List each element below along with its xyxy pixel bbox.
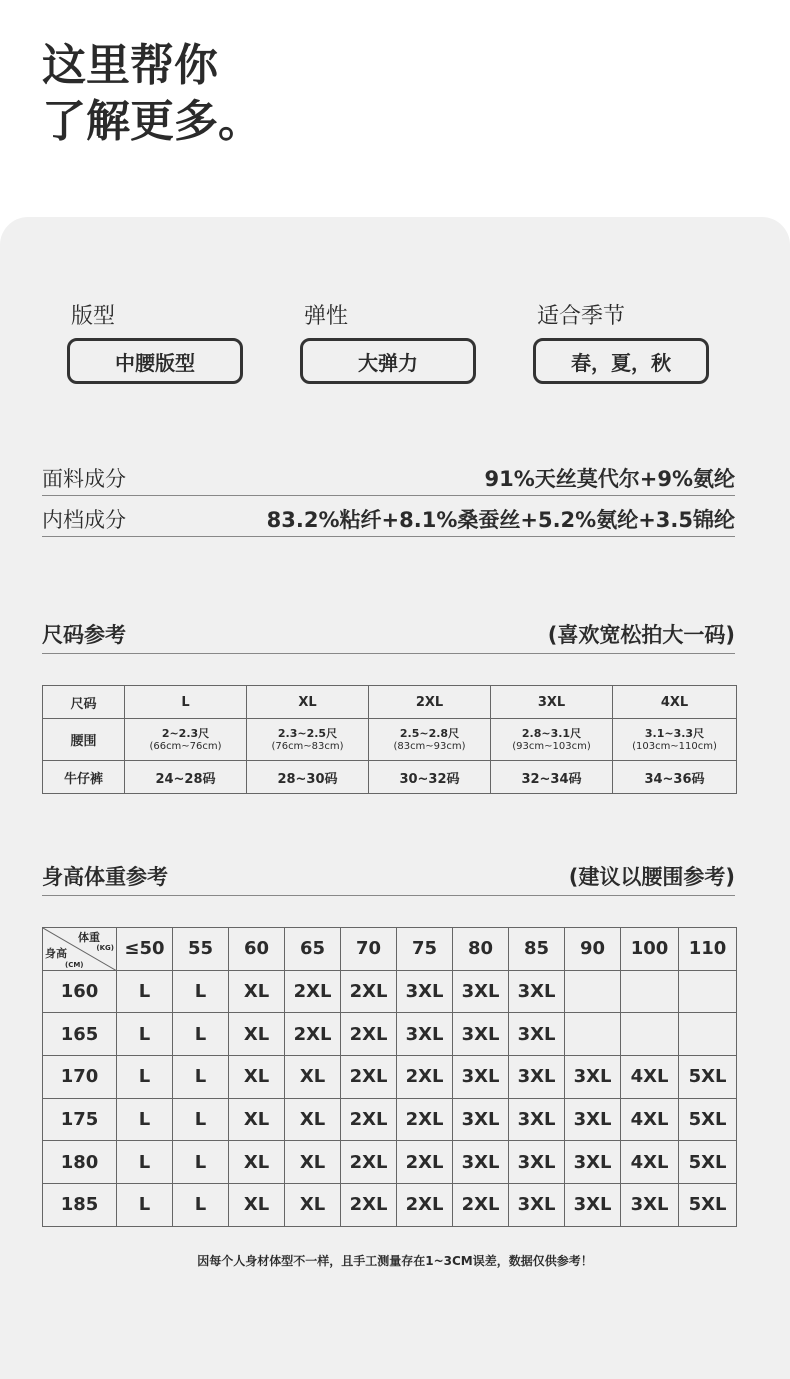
size-cell: L	[117, 1184, 173, 1227]
row-label-size: 尺码	[43, 686, 125, 719]
waist-chi: 2~2.3尺	[161, 726, 210, 740]
size-cell: 2XL	[369, 686, 491, 719]
size-cell: 2XL	[397, 1098, 453, 1141]
size-cell: 3XL	[397, 970, 453, 1013]
attr-elasticity-value: 大弹力	[300, 338, 476, 384]
waist-cell	[369, 719, 491, 761]
size-cell: XL	[229, 1184, 285, 1227]
size-cell: L	[117, 970, 173, 1013]
corner-height: 身高	[45, 947, 67, 960]
size-cell	[621, 1013, 679, 1056]
size-cell: 2XL	[397, 1184, 453, 1227]
weight-header-cell: 70	[341, 928, 397, 971]
height-cell: 165	[43, 1013, 117, 1056]
row-label-waist: 腰围	[43, 719, 125, 761]
hw-chart-title: 身高体重参考	[42, 864, 168, 889]
size-cell: 3XL	[491, 686, 613, 719]
size-cell: 2XL	[285, 970, 341, 1013]
size-cell	[679, 970, 737, 1013]
size-cell: 3XL	[509, 1056, 565, 1099]
size-cell: 3XL	[621, 1184, 679, 1227]
weight-header-cell: 80	[453, 928, 509, 971]
size-cell: 2XL	[285, 1013, 341, 1056]
fabric-composition-label: 面料成分	[42, 467, 126, 491]
jeans-cell: 24~28码	[125, 761, 247, 794]
hw-chart-header	[42, 856, 735, 896]
table-header-row	[43, 928, 737, 971]
corner-weight: 体重	[78, 931, 100, 944]
weight-header-cell: 85	[509, 928, 565, 971]
table-row	[43, 1141, 737, 1184]
lining-composition-label: 内档成分	[42, 508, 126, 532]
corner-height-unit: (CM)	[65, 961, 84, 969]
size-cell: 2XL	[341, 1056, 397, 1099]
table-row	[43, 1184, 737, 1227]
size-cell: XL	[285, 1098, 341, 1141]
size-cell: 2XL	[341, 1141, 397, 1184]
waist-cell	[491, 719, 613, 761]
size-cell: XL	[229, 970, 285, 1013]
waist-chi: 2.8~3.1尺	[521, 726, 582, 740]
height-cell: 175	[43, 1098, 117, 1141]
size-cell: 3XL	[453, 1141, 509, 1184]
size-cell: 4XL	[621, 1141, 679, 1184]
size-cell: 5XL	[679, 1056, 737, 1099]
size-cell: L	[173, 1184, 229, 1227]
weight-header-cell: 90	[565, 928, 621, 971]
hw-chart-note: (建议以腰围参考)	[568, 864, 735, 889]
waist-cm: (66cm~76cm)	[149, 740, 222, 752]
attr-fit-value: 中腰版型	[67, 338, 243, 384]
table-row	[43, 761, 737, 794]
hw-chart-table	[42, 927, 737, 1227]
size-cell: 3XL	[453, 1056, 509, 1099]
attr-season-label: 适合季节	[537, 304, 626, 329]
weight-header-cell: 65	[285, 928, 341, 971]
waist-chi: 2.5~2.8尺	[399, 726, 460, 740]
size-cell: 5XL	[679, 1098, 737, 1141]
table-row	[43, 1013, 737, 1056]
waist-cm: (103cm~110cm)	[632, 740, 717, 752]
waist-chi: 2.3~2.5尺	[277, 726, 338, 740]
size-cell: 2XL	[453, 1184, 509, 1227]
size-cell: 4XL	[613, 686, 737, 719]
size-cell: 3XL	[509, 1184, 565, 1227]
size-cell: 5XL	[679, 1184, 737, 1227]
size-cell	[565, 1013, 621, 1056]
size-cell: 2XL	[341, 1184, 397, 1227]
weight-header-cell: 55	[173, 928, 229, 971]
size-cell: L	[173, 1056, 229, 1099]
size-cell: 3XL	[509, 1013, 565, 1056]
disclaimer: 因每个人身材体型不一样，且手工测量存在1~3CM误差，数据仅供参考！	[197, 1254, 593, 1268]
table-row	[43, 686, 737, 719]
size-chart-title: 尺码参考	[42, 622, 126, 647]
size-cell: 3XL	[565, 1056, 621, 1099]
size-cell: 4XL	[621, 1098, 679, 1141]
fabric-composition	[42, 462, 735, 496]
size-cell: L	[173, 1013, 229, 1056]
lining-composition-value: 83.2%粘纤+8.1%桑蚕丝+5.2%氨纶+3.5锦纶	[266, 508, 735, 532]
jeans-cell: 32~34码	[491, 761, 613, 794]
size-cell	[621, 970, 679, 1013]
size-cell: XL	[285, 1141, 341, 1184]
size-cell: 5XL	[679, 1141, 737, 1184]
table-row	[43, 719, 737, 761]
size-cell: XL	[247, 686, 369, 719]
size-cell: XL	[229, 1098, 285, 1141]
attr-season-value: 春，夏，秋	[533, 338, 709, 384]
attr-fit-label: 版型	[71, 304, 116, 329]
weight-header-cell: 100	[621, 928, 679, 971]
size-cell: 3XL	[565, 1184, 621, 1227]
weight-header-cell: ≤50	[117, 928, 173, 971]
weight-header-cell: 110	[679, 928, 737, 971]
table-row	[43, 1056, 737, 1099]
size-cell: 2XL	[341, 1098, 397, 1141]
fabric-composition-value: 91%天丝莫代尔+9%氨纶	[484, 467, 735, 491]
lining-composition	[42, 503, 735, 537]
size-cell: 3XL	[509, 1098, 565, 1141]
size-cell	[679, 1013, 737, 1056]
jeans-cell: 34~36码	[613, 761, 737, 794]
attr-fit	[67, 302, 243, 384]
height-cell: 160	[43, 970, 117, 1013]
waist-cell	[125, 719, 247, 761]
size-cell: 4XL	[621, 1056, 679, 1099]
size-cell: 2XL	[341, 1013, 397, 1056]
height-cell: 185	[43, 1184, 117, 1227]
size-cell: 3XL	[509, 970, 565, 1013]
size-cell: L	[173, 1141, 229, 1184]
size-cell: L	[173, 1098, 229, 1141]
weight-header-cell: 75	[397, 928, 453, 971]
size-cell: L	[117, 1141, 173, 1184]
waist-cm: (76cm~83cm)	[271, 740, 344, 752]
jeans-cell: 30~32码	[369, 761, 491, 794]
corner-cell	[43, 928, 117, 971]
size-cell: 2XL	[341, 970, 397, 1013]
table-row	[43, 1098, 737, 1141]
attr-elasticity	[300, 302, 476, 384]
size-cell: L	[125, 686, 247, 719]
size-cell: XL	[229, 1013, 285, 1056]
size-cell: XL	[285, 1056, 341, 1099]
height-cell: 170	[43, 1056, 117, 1099]
size-cell: L	[117, 1013, 173, 1056]
size-cell: 3XL	[453, 970, 509, 1013]
size-cell: 2XL	[397, 1141, 453, 1184]
size-cell: L	[173, 970, 229, 1013]
jeans-cell: 28~30码	[247, 761, 369, 794]
attr-elasticity-label: 弹性	[304, 304, 349, 329]
size-chart-header	[42, 614, 735, 654]
waist-cm: (93cm~103cm)	[512, 740, 591, 752]
size-cell: 3XL	[453, 1013, 509, 1056]
height-cell: 180	[43, 1141, 117, 1184]
size-cell: XL	[285, 1184, 341, 1227]
attr-season	[533, 302, 709, 384]
page-title	[42, 38, 262, 150]
size-cell: 3XL	[565, 1141, 621, 1184]
corner-weight-unit: (KG)	[96, 944, 114, 952]
size-cell	[565, 970, 621, 1013]
waist-cell	[247, 719, 369, 761]
waist-cm: (83cm~93cm)	[393, 740, 466, 752]
row-label-jeans: 牛仔裤	[43, 761, 125, 794]
size-cell: XL	[229, 1141, 285, 1184]
size-cell: 2XL	[397, 1056, 453, 1099]
size-cell: 3XL	[565, 1098, 621, 1141]
waist-cell	[613, 719, 737, 761]
page-title-line1: 这里帮你	[42, 40, 218, 91]
table-row	[43, 970, 737, 1013]
size-cell: 3XL	[453, 1098, 509, 1141]
size-chart-table	[42, 685, 737, 794]
weight-header-cell: 60	[229, 928, 285, 971]
size-chart-note: (喜欢宽松拍大一码)	[547, 622, 735, 647]
page-title-line2: 了解更多。	[42, 96, 262, 147]
size-cell: 3XL	[397, 1013, 453, 1056]
size-cell: L	[117, 1056, 173, 1099]
waist-chi: 3.1~3.3尺	[644, 726, 705, 740]
size-cell: L	[117, 1098, 173, 1141]
size-cell: 3XL	[509, 1141, 565, 1184]
size-cell: XL	[229, 1056, 285, 1099]
